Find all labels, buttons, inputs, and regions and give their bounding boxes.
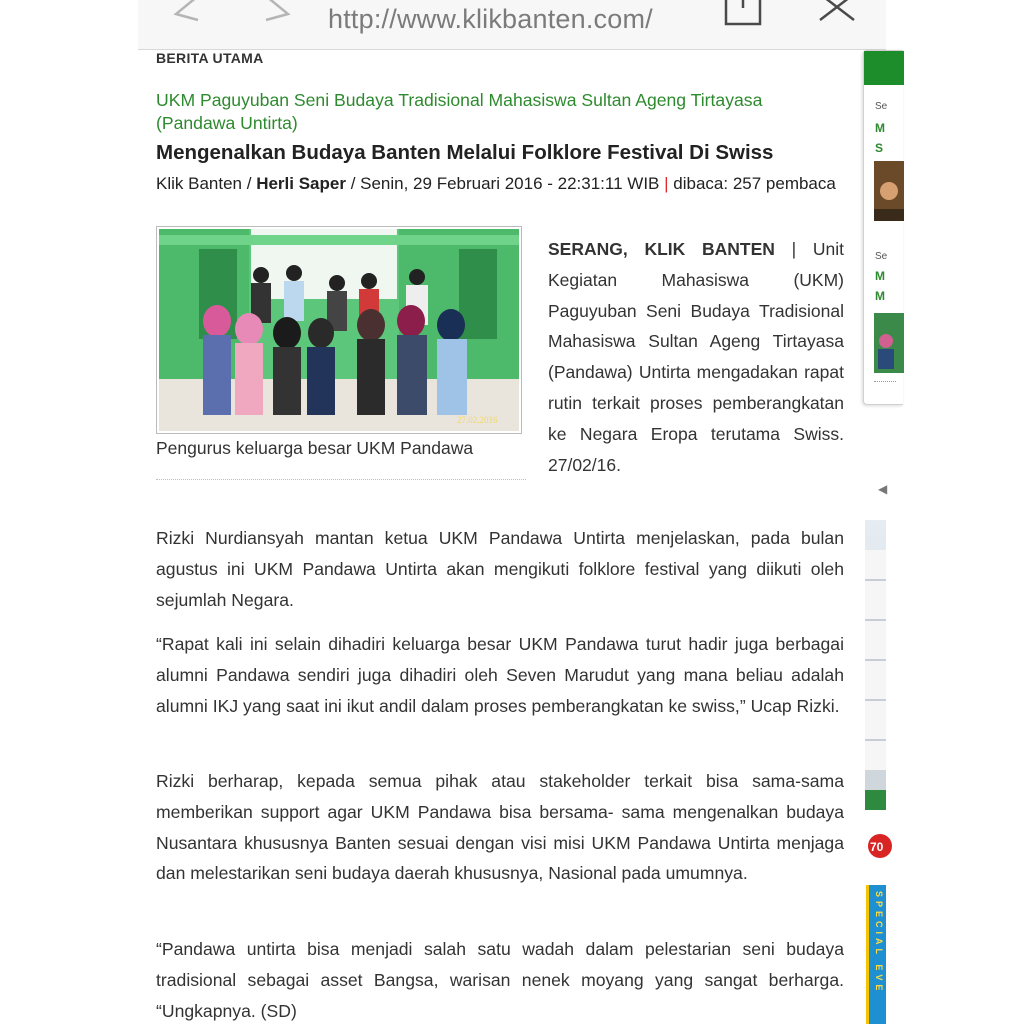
sidebar-item-title[interactable]: S [875,141,884,155]
byline-author[interactable]: Herli Saper [256,174,346,193]
close-icon[interactable] [816,0,858,24]
article-byline [156,172,836,195]
photo-caption: Pengurus keluarga besar UKM Pandawa [156,438,474,458]
sidebar-thumbnail[interactable] [874,161,904,221]
sidebar-thumbnail[interactable] [874,313,904,373]
sidebar-ad-ship[interactable] [865,520,886,810]
article-kicker[interactable]: UKM Paguyuban Seni Budaya Tradisional Mahasiswa Sultan Ageng Tirtayasa (Pandawa Untirta) [156,90,763,133]
sidebar-ad-banner[interactable] [866,885,886,1024]
browser-toolbar [138,0,886,50]
article-paragraph: “Rapat kali ini selain dihadiri keluarga besar UKM Pandawa turut hadir juga berbagai alumni Pandawa sendiri juga dihadiri oleh Seven Marudut yang mana beliau adalah alumni IKJ yang saat ini ikut andil dalam proses pemberangkatan ke swiss,” Ucap Rizki. [156,634,844,716]
share-icon[interactable] [720,0,766,26]
byline-source: Klik Banten / [156,174,252,193]
article-paragraph: Rizki Nurdiansyah mantan ketua UKM Pandawa Untirta menjelaskan, pada bulan agustus ini UKM Pandawa Untirta akan mengikuti folklore festival yang diikuti oleh sejumlah Negara. [156,528,844,610]
byline-separator: | [664,174,669,193]
photo-watermark: 27.02.2016 [457,415,498,425]
sidebar-item-title[interactable]: M [875,269,885,283]
byline-views: dibaca: 257 pembaca [673,174,836,193]
anniversary-badge-icon[interactable] [866,828,886,864]
article-lead [548,234,844,480]
group-photo-image [159,229,519,431]
badge-text: 70 [870,840,884,854]
sidebar-news-panel [863,50,903,405]
sidebar-item-title[interactable]: M [875,289,885,303]
carousel-arrow-icon[interactable]: ◀ [878,482,888,496]
article-photo[interactable] [156,226,522,434]
article-paragraph: Rizki berharap, kepada semua pihak atau stakeholder terkait bisa sama-sama memberikan support agar UKM Pandawa bisa bersama- sama mengenalkan budaya Nusantara khususnya Banten sesuai dengan visi misi UKM Pandawa Untirta menjaga dan melestarikan seni budaya daerah khususnya, Nasional pada umumnya. [156,771,844,884]
byline-date: / Senin, 29 Februari 2016 - 22:31:11 WIB [350,174,660,193]
sidebar-item-title[interactable]: M [875,121,885,135]
section-label: BERITA UTAMA [156,50,264,66]
banner-text: SPECIAL EVE [874,891,884,995]
sidebar-item-category: Se [875,251,888,262]
chevron-right-icon[interactable] [262,0,296,22]
lead-dateline: SERANG, KLIK BANTEN [548,239,775,259]
browser-window [138,0,886,1024]
sidebar-divider [874,381,896,382]
article-title: Mengenalkan Budaya Banten Melalui Folklore Festival Di Swiss [156,141,774,164]
article-paragraph: “Pandawa untirta bisa menjadi salah satu wadah dalam pelestarian seni budaya tradisional sebagai asset Bangsa, warisan nenek moyang yang sangat berharga. “Ungkapnya. (SD) [156,939,844,1021]
lead-text: | Unit Kegiatan Mahasiswa (UKM) Paguyuban Seni Budaya Tradisional Mahasiswa Sultan Ageng Tirtayasa (Pandawa) Untirta mengadakan rapat rutin terkait proses pemberangkatan ke Negara Eropa terutama Swiss. 27/02/16. [548,239,845,475]
address-bar-url[interactable]: http://www.klikbanten.com/ [328,4,653,34]
sidebar-item-category: Se [875,101,888,112]
chevron-left-icon[interactable] [168,0,202,22]
sidebar-header [864,51,904,85]
caption-divider [156,479,526,480]
